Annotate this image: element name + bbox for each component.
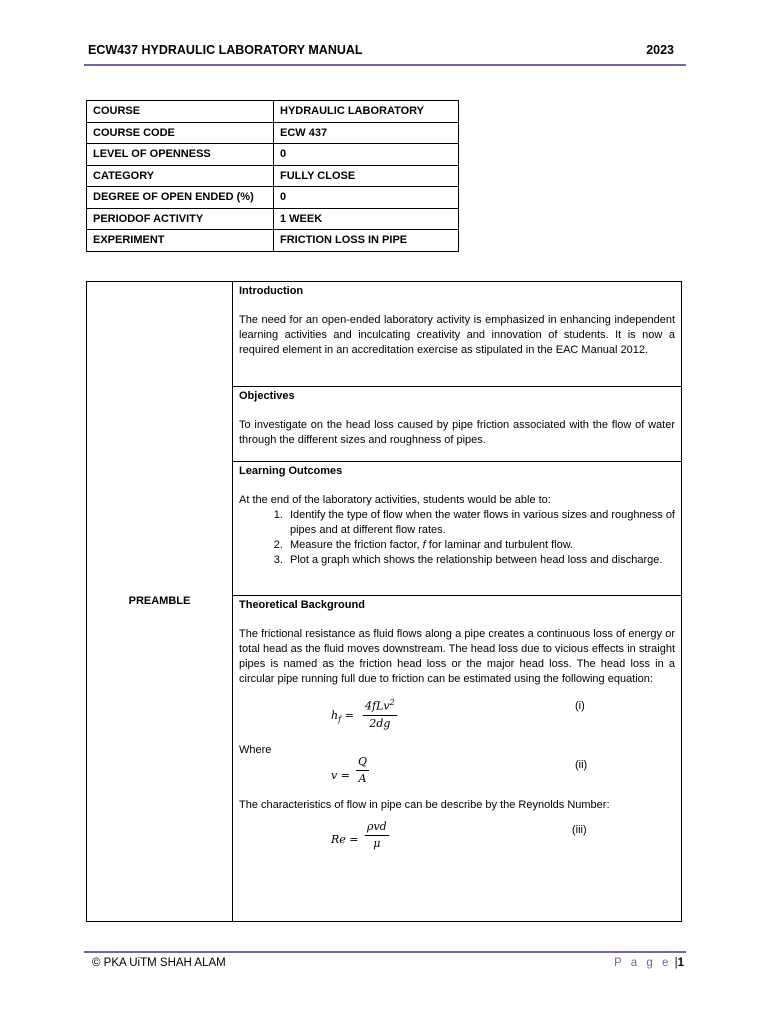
equation-number: (i) (575, 700, 585, 712)
info-label: COURSE (87, 101, 274, 123)
page-word: P a g e (614, 957, 672, 969)
info-value: FULLY CLOSE (274, 165, 459, 187)
list-item: 3. Plot a graph which shows the relationship between head loss and discharge. (286, 553, 675, 568)
equation-lhs: Re = (331, 833, 359, 846)
table-row (87, 208, 459, 230)
header-year: 2023 (646, 43, 674, 57)
page-number: 1 (677, 957, 684, 969)
objectives-section (233, 387, 682, 462)
equation-fraction: ρvd μ (367, 820, 387, 850)
info-label: DEGREE OF OPEN ENDED (%) (87, 187, 274, 209)
table-row (87, 144, 459, 166)
footer-copyright: © PKA UiTM SHAH ALAM (92, 957, 226, 969)
equation-lhs: v = (331, 769, 350, 782)
info-value: 1 WEEK (274, 208, 459, 230)
friction-factor-symbol: f (422, 539, 426, 551)
info-value: FRICTION LOSS IN PIPE (274, 230, 459, 252)
header-title: ECW437 HYDRAULIC LABORATORY MANUAL (88, 43, 363, 57)
footer-divider (84, 951, 686, 953)
introduction-section (233, 282, 682, 387)
info-label: EXPERIMENT (87, 230, 274, 252)
info-label: CATEGORY (87, 165, 274, 187)
preamble-table (86, 281, 682, 922)
equation-lhs: $h_f$ = (331, 709, 354, 725)
info-value: 0 (274, 144, 459, 166)
learning-outcomes-section (233, 462, 682, 596)
theory-text: The frictional resistance as fluid flows along a pipe creates a continuous loss of energy or total head as the fluid moves downstream. The head loss due to vicious effects in straight pipes is named as the friction head loss or the major head loss. The head loss in a circular pipe running full due to friction can be estimated using the following equation: (239, 628, 675, 685)
objectives-heading: Objectives (239, 390, 295, 402)
info-value: ECW 437 (274, 122, 459, 144)
where-label: Where (239, 744, 272, 756)
table-row (87, 187, 459, 209)
list-item (286, 538, 675, 553)
table-row (87, 101, 459, 123)
theoretical-background-section (233, 596, 682, 922)
equation-number: (ii) (575, 759, 588, 771)
course-info-table (86, 100, 459, 252)
equation-fraction: 4fLv$^2$ 2dg (363, 695, 397, 732)
info-label: PERIODOF ACTIVITY (87, 208, 274, 230)
table-row (87, 122, 459, 144)
table-row (87, 165, 459, 187)
objectives-text: To investigate on the head loss caused by pipe friction associated with the flow of water through the different sizes and roughness of pipes. (239, 419, 675, 446)
list-item-part: for laminar and turbulent flow. (425, 539, 574, 551)
equation-number: (iii) (572, 824, 587, 836)
list-item: 1. Identify the type of flow when the water flows in various sizes and roughness of pipes and at different flow rates. (286, 508, 675, 538)
info-value: HYDRAULIC LABORATORY (274, 101, 459, 123)
learning-outcomes-heading: Learning Outcomes (239, 465, 343, 477)
learning-outcomes-list (239, 508, 675, 568)
preamble-label: PREAMBLE (87, 282, 233, 922)
equation-velocity (239, 755, 675, 798)
equation-head-loss (239, 695, 675, 735)
equation-fraction: $\frac{Q}{A}$ (358, 755, 368, 785)
theory-heading: Theoretical Background (239, 599, 365, 611)
introduction-text: The need for an open-ended laboratory activity is emphasized in enhancing independent learning activities and inculcating creativity and innovation of students. It is now a required element in an accreditation exercise as stipulated in the EAC Manual 2012. (239, 314, 675, 356)
list-item-part: Measure the friction factor, (290, 539, 423, 551)
reynolds-text: The characteristics of flow in pipe can be describe by the Reynolds Number: (239, 799, 610, 811)
equation-reynolds (239, 819, 675, 859)
footer-page (614, 957, 684, 969)
learning-outcomes-intro: At the end of the laboratory activities, students would be able to: (239, 494, 551, 506)
info-label: COURSE CODE (87, 122, 274, 144)
header-divider (84, 64, 686, 66)
introduction-heading: Introduction (239, 285, 304, 297)
page-separator: | (674, 957, 678, 969)
info-value: 0 (274, 187, 459, 209)
info-label: LEVEL OF OPENNESS (87, 144, 274, 166)
table-row (87, 230, 459, 252)
